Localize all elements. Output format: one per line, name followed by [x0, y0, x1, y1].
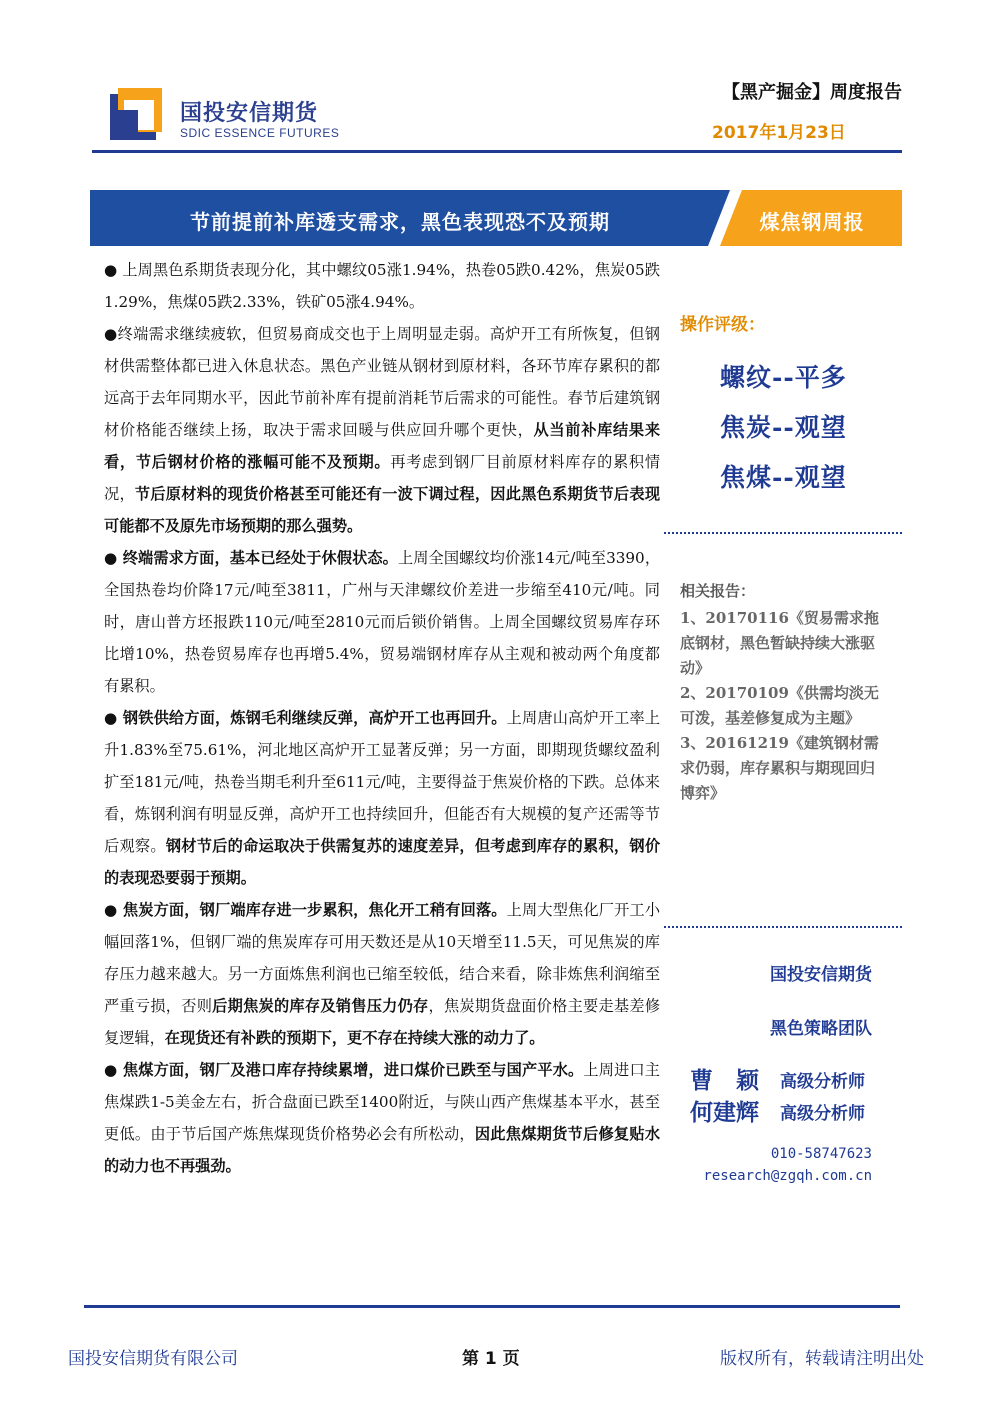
rating-rebar: 螺纹--平多 — [720, 363, 847, 392]
rating-heading: 操作评级： — [680, 315, 765, 335]
company-name: 国投安信期货 — [770, 965, 872, 985]
report-title: 节前提前补库透支需求，黑色表现恐不及预期 — [190, 210, 610, 234]
related-report-item[interactable]: 2、20170109《供需均淡无可泼，基差修复成为主题》 — [680, 684, 879, 727]
header-divider — [92, 150, 902, 153]
related-report-item[interactable]: 1、20170116《贸易需求拖底钢材，黑色暂缺持续大涨驱动》 — [680, 609, 879, 677]
company-logo-icon — [110, 88, 162, 140]
outlook-paragraph: ●终端需求继续疲软，但贸易商成交也于上周明显走弱。高炉开工有所恢复，但钢材供需整体都已进入休息状态。黑色产业链从钢材到原材料，各环节库存累积的都远高于去年同期水平，因此节前补库有提前消耗节后需求的可能性。春节后建筑钢材价格能否继续上扬，取决于需求回暖与供应回升哪个更快，从当前补库结果来看，节后钢材价格的涨幅可能不及预期。再考虑到钢厂目前原材料库存的累积情况，节后原材料的现货价格甚至可能还有一波下调过程，因此黑色系期货节后表现可能都不及原先市场预期的那么强势。 — [104, 325, 661, 535]
analyst-title: 高级分析师 — [780, 1104, 865, 1124]
contact-email[interactable]: research@zgqh.com.cn — [703, 1168, 872, 1184]
report-type-tag: 【黑产掘金】周度报告 — [722, 82, 902, 103]
footer-copyright: 版权所有，转载请注明出处 — [720, 1349, 924, 1369]
related-reports-list — [680, 606, 880, 806]
sidebar-divider — [664, 532, 902, 534]
team-name: 黑色策略团队 — [770, 1019, 872, 1039]
report-category: 煤焦钢周报 — [759, 210, 865, 234]
analyst-name: 何建辉 — [690, 1100, 759, 1126]
logo-chinese-name: 国投安信期货 — [180, 101, 319, 126]
coke-paragraph: ● 焦炭方面，钢厂端库存进一步累积，焦化开工稍有回落。上周大型焦化厂开工小幅回落1%，但钢厂端的焦炭库存可用天数还是从10天增至11.5天，可见焦炭的库存压力越来越大。另一方面炼焦利润也已缩至较低，结合来看，除非炼焦利润缩至严重亏损，否则后期焦炭的库存及销售压力仍存，焦炭期货盘面价格主要走基差修复逻辑，在现货还有补跌的预期下，更不存在持续大涨的动力了。 — [104, 901, 661, 1047]
related-reports-heading: 相关报告： — [680, 582, 756, 600]
summary-paragraph: ● 上周黑色系期货表现分化，其中螺纹05涨1.94%，热卷05跌0.42%，焦炭05跌1.29%，焦煤05跌2.33%，铁矿05涨4.94%。 — [104, 261, 660, 311]
footer-company: 国投安信期货有限公司 — [68, 1349, 238, 1369]
analyst-title: 高级分析师 — [780, 1072, 865, 1092]
rating-coking-coal: 焦煤--观望 — [720, 463, 847, 492]
demand-paragraph: ● 终端需求方面，基本已经处于休假状态。上周全国螺纹均价涨14元/吨至3390，全国热卷均价降17元/吨至3811，广州与天津螺纹价差进一步缩至410元/吨。同时，唐山普方坯报跌110元/吨至2810元而后锁价销售。上周全国螺纹贸易库存环比增10%，热卷贸易库存也再增5.4%，贸易端钢材库存从主观和被动两个角度都有累积。 — [104, 549, 661, 695]
coking-coal-paragraph: ● 焦煤方面，钢厂及港口库存持续累增，进口煤价已跌至与国产平水。上周进口主焦煤跌1-5美金左右，折合盘面已跌至1400附近，与陕山西产焦煤基本平水，甚至更低。由于节后国产炼焦煤现货价格势必会有所松动，因此焦煤期货节后修复贴水的动力也不再强劲。 — [104, 1061, 661, 1175]
page-number: 第 1 页 — [462, 1349, 520, 1369]
sidebar-divider — [664, 926, 902, 928]
related-report-item[interactable]: 3、20161219《建筑钢材需求仍弱，库存累积与期现回归博弈》 — [680, 734, 879, 802]
analyst-name: 曹 颖 — [690, 1068, 759, 1094]
supply-paragraph: ● 钢铁供给方面，炼钢毛利继续反弹，高炉开工也再回升。上周唐山高炉开工率上升1.83%至75.61%，河北地区高炉开工显著反弹；另一方面，即期现货螺纹盈利扩至181元/吨，热卷当期毛利升至611元/吨，主要得益于焦炭价格的下跌。总体来看，炼钢利润有明显反弹，高炉开工也持续回升，但能否有大规模的复产还需等节后观察。钢材节后的命运取决于供需复苏的速度差异，但考虑到库存的累积，钢价的表现恐要弱于预期。 — [104, 709, 661, 887]
report-date: 2017年1月23日 — [712, 123, 846, 143]
contact-phone: 010-58747623 — [770, 1146, 872, 1162]
logo-english-name: SDIC ESSENCE FUTURES — [180, 126, 340, 140]
rating-coke: 焦炭--观望 — [720, 413, 847, 442]
footer-divider — [84, 1305, 900, 1308]
main-content — [104, 254, 660, 1182]
